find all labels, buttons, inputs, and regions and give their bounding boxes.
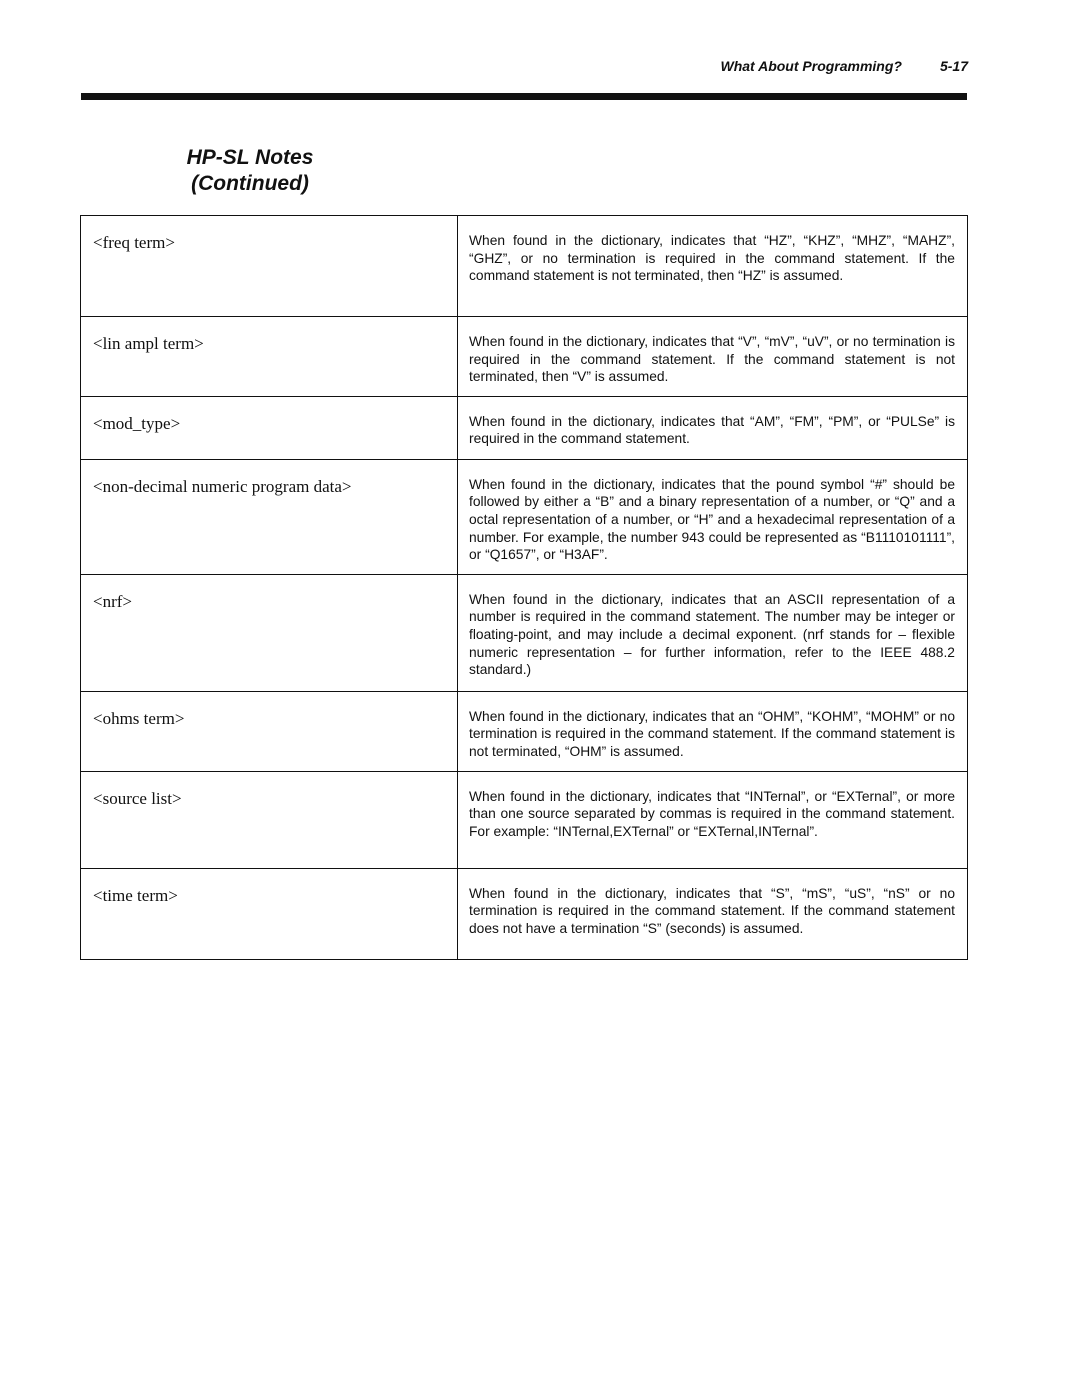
term-description: When found in the dictionary, indicates that “V”, “mV”, “uV”, or no termination is required in the command statement. If the command statement is not terminated, then “V” is assumed.: [469, 334, 955, 385]
page-number: 5-17: [939, 58, 968, 74]
section-title-line-2: (Continued): [191, 172, 309, 195]
table-row: [81, 691, 968, 771]
running-title: What About Programming?: [720, 58, 902, 74]
term-cell: [81, 317, 458, 397]
term-description: When found in the dictionary, indicates that “AM”, “FM”, “PM”, or “PULSe” is required in the command statement.: [469, 413, 955, 447]
description-cell: [458, 574, 968, 691]
description-cell: [458, 771, 968, 868]
header-rule: [81, 93, 967, 100]
term-description: When found in the dictionary, indicates that an ASCII representation of a number is required in the command statement. The number may be integer or floating-point, and may include a decimal exponent. (nrf stands for – flexible numeric representation – for further information, refer to the IEEE 488.2 standard.): [469, 591, 955, 678]
term-label: <mod_type>: [93, 413, 181, 433]
term-cell: [81, 691, 458, 771]
term-label: <non-decimal numeric program data>: [93, 476, 352, 496]
term-label: <ohms term>: [93, 708, 185, 728]
description-cell: [458, 459, 968, 574]
term-description: When found in the dictionary, indicates that “HZ”, “KHZ”, “MHZ”, “MAHZ”, “GHZ”, or no termination is required in the command statement. If the command statement is not terminated, then “HZ” is assumed.: [469, 233, 955, 284]
table-row: [81, 868, 968, 959]
term-description: When found in the dictionary, indicates that “INTernal”, or “EXTernal”, or more than one source separated by commas is required in the command statement. For example: “INTernal,EXTernal” or “EXTernal,INTernal”.: [469, 788, 955, 839]
term-description: When found in the dictionary, indicates that “S”, “mS”, “uS”, “nS” or no termination is required in the command statement. If the command statement does not have a termination “S” (seconds) is assumed.: [469, 885, 955, 936]
term-cell: [81, 771, 458, 868]
term-cell: [81, 216, 458, 317]
term-description: When found in the dictionary, indicates that an “OHM”, “KOHM”, “MOHM” or no termination is required in the command statement. If the command statement is not terminated, “OHM” is assumed.: [469, 708, 955, 759]
running-header: [560, 58, 968, 74]
table-row: [81, 771, 968, 868]
table-row: [81, 396, 968, 459]
table-row: [81, 317, 968, 397]
definitions-table: [80, 215, 968, 960]
term-label: <source list>: [93, 788, 182, 808]
term-cell: [81, 396, 458, 459]
description-cell: [458, 317, 968, 397]
term-label: <lin ampl term>: [93, 334, 204, 353]
term-label: <time term>: [93, 885, 178, 905]
table-row: [81, 459, 968, 574]
term-cell: [81, 868, 458, 959]
description-cell: [458, 868, 968, 959]
table-row: [81, 574, 968, 691]
table-row: [81, 216, 968, 317]
description-cell: [458, 691, 968, 771]
term-cell: [81, 574, 458, 691]
term-label: <freq term>: [93, 233, 175, 252]
term-label: <nrf>: [93, 591, 132, 611]
description-cell: [458, 396, 968, 459]
section-title: [150, 145, 350, 197]
section-title-line-1: HP-SL Notes: [186, 146, 314, 169]
term-cell: [81, 459, 458, 574]
description-cell: [458, 216, 968, 317]
term-description: When found in the dictionary, indicates that the pound symbol “#” should be followed by either a “B” and a binary representation of a number, or “Q” and a octal representation of a number, or “H” and a hexadecimal representation of a number. For example, the number 943 could be represented as “B1110101111”, or “Q1657”, or “H3AF”.: [469, 476, 955, 563]
